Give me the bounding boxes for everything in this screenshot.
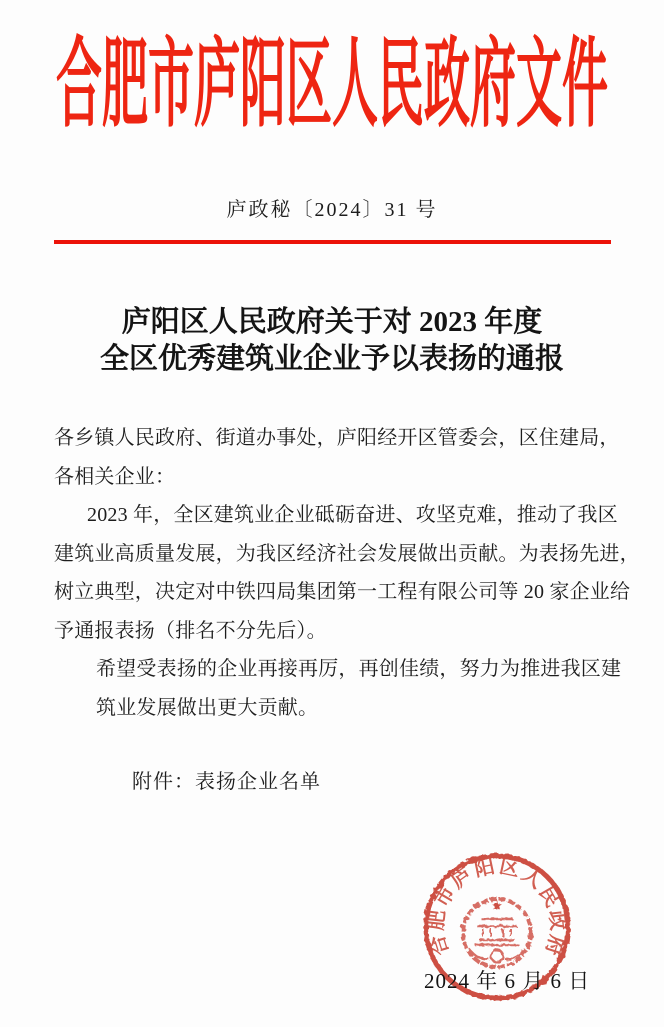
paragraph-line: 予通报表扬（排名不分先后）。 [54,619,327,642]
document-number: 庐政秘〔2024〕31 号 [226,199,438,221]
red-header-banner: 合肥市庐阳区人民政府文件 [56,30,608,139]
paragraph-line: 树立典型，决定对中铁四局集团第一工程有限公司等 20 家企业给 [54,581,631,603]
emblem-gear [491,950,503,962]
salutation-line: 各乡镇人民政府、街道办事处，庐阳经开区管委会，区住建局， [54,427,620,449]
emblem-star-icon: ★ [491,898,503,913]
document-title-line-2: 全区优秀建筑业企业予以表扬的通报 [99,343,564,375]
emblem-columns [483,929,511,937]
paragraph-line: 建筑业高质量发展，为我区经济社会发展做出贡献。为表扬先进， [54,542,640,565]
paragraph-line: 筑业发展做出更大贡献。 [96,696,319,719]
attachment-note: 附件：表扬企业名单 [132,771,321,793]
issue-date: 2024 年 6 月 6 日 [424,969,591,993]
document-body [54,419,640,727]
paragraph-line: 2023 年，全区建筑业企业砥砺奋进、攻坚克难，推动了我区 [87,504,618,526]
red-separator-rule [54,240,611,244]
seal-arc-text: 合肥市庐阳区人民政府 [425,855,569,959]
document-title-line-1: 庐阳区人民政府关于对 2023 年度 [121,306,543,338]
paragraph-line: 希望受表扬的企业再接再厉，再创佳绩，努力为推进我区建 [96,658,622,680]
salutation-line: 各相关企业： [54,465,176,488]
